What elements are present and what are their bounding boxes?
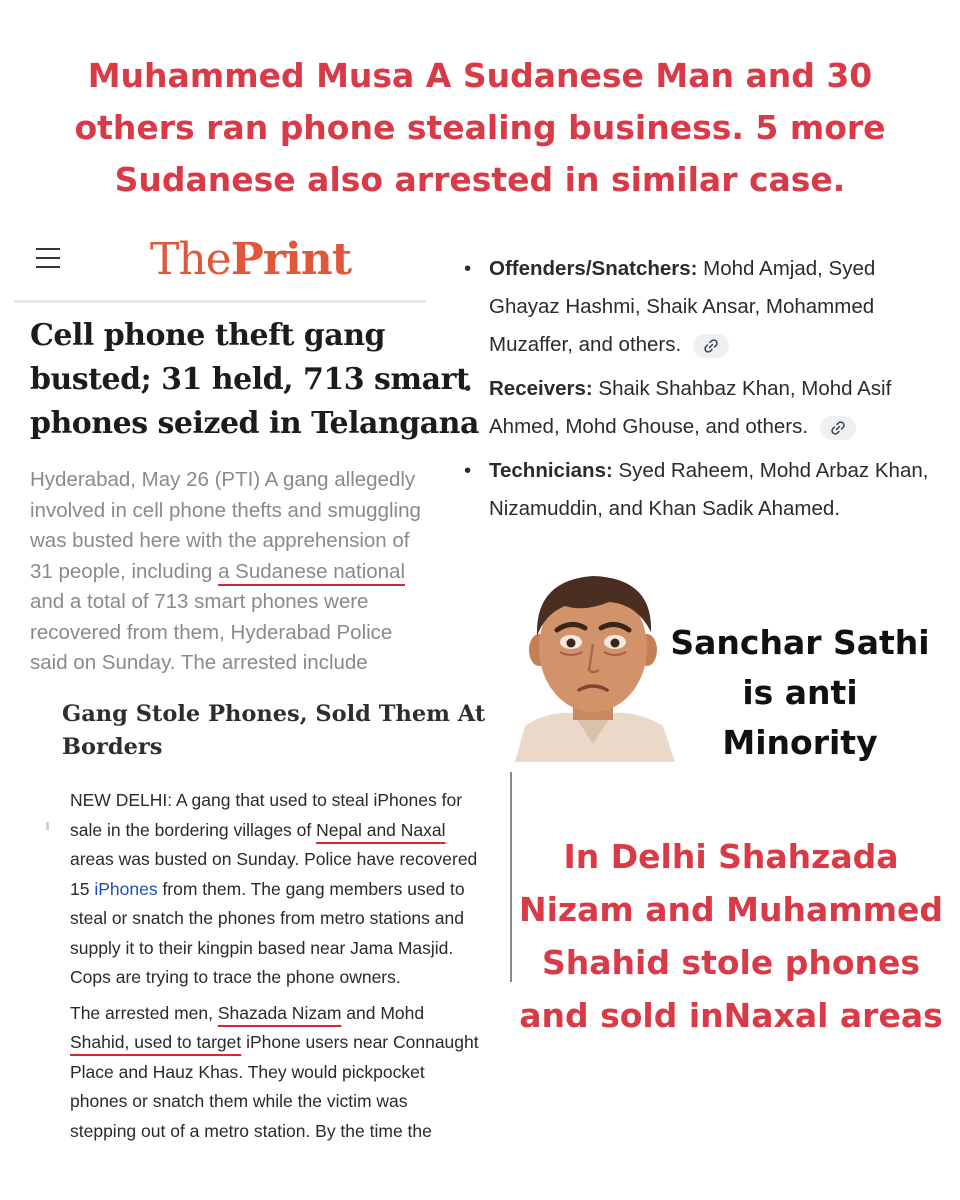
theprint-article-body bbox=[30, 465, 428, 674]
theprint-article-title bbox=[30, 314, 479, 446]
caption-line: and sold inNaxal areas bbox=[519, 996, 943, 1035]
roles-list bbox=[462, 250, 942, 534]
headline-line: Muhammed Musa A Sudanese Man and 30 bbox=[87, 56, 873, 95]
body-text: sale in the bordering villages of bbox=[70, 819, 317, 840]
list-item bbox=[462, 452, 942, 528]
vertical-divider bbox=[510, 772, 512, 982]
delhi-caption bbox=[516, 830, 946, 1042]
role-text: Syed Raheem, Mohd Arbaz Khan, Nizamuddin, and Khan Sadik Ahamed. bbox=[489, 459, 929, 520]
role-text: Shaik Shahbaz Khan, Mohd Asif Ahmed, Mohd Ghouse, and others. bbox=[489, 377, 892, 438]
link-icon[interactable] bbox=[693, 334, 729, 358]
theprint-header bbox=[14, 222, 426, 303]
body-text: 15 bbox=[70, 878, 95, 899]
logo-the: The bbox=[150, 234, 231, 285]
body-line bbox=[70, 1028, 520, 1058]
body-line: Hyderabad, May 26 (PTI) A gang allegedly bbox=[30, 468, 416, 491]
body-line bbox=[30, 557, 428, 588]
body-text: from them. The gang members used to bbox=[157, 878, 465, 899]
body-line: involved in cell phone thefts and smuggling bbox=[30, 498, 421, 522]
crop-mask bbox=[60, 1150, 530, 1200]
body-line bbox=[70, 816, 520, 846]
list-item bbox=[462, 250, 942, 364]
body-line: steal or snatch the phones from metro stations and bbox=[70, 908, 464, 928]
gang-article-body bbox=[70, 786, 520, 1152]
role-label: Technicians: bbox=[489, 459, 613, 482]
body-line: Place and Hauz Khas. They would pickpocket bbox=[70, 1061, 425, 1082]
paragraph bbox=[70, 786, 520, 993]
body-line: said on Sunday. The arrested include bbox=[30, 651, 368, 674]
body-line bbox=[70, 999, 520, 1029]
caption-line: In Delhi Shahzada bbox=[563, 837, 899, 876]
title-line: busted; 31 held, 713 smart bbox=[30, 362, 470, 397]
role-label: Receivers: bbox=[489, 377, 593, 400]
body-line: NEW DELHI: A gang that used to steal iPhones for bbox=[70, 790, 463, 810]
paragraph bbox=[70, 999, 520, 1147]
role-label: Offenders/Snatchers: bbox=[489, 257, 698, 280]
body-line: phones or snatch them while the victim was bbox=[70, 1091, 408, 1111]
headline-line: others ran phone stealing business. 5 more bbox=[74, 108, 886, 147]
caption-line: Nizam and Muhammed bbox=[518, 890, 944, 929]
decorative-mark bbox=[46, 822, 49, 830]
body-line: supply it to their kingpin based near Jama Masjid. bbox=[70, 937, 454, 958]
headline-line: Sudanese also arrested in similar case. bbox=[114, 160, 846, 199]
body-line bbox=[70, 875, 520, 905]
theprint-logo[interactable] bbox=[150, 234, 351, 286]
underlined-shahid: Shahid, used to target bbox=[70, 1032, 242, 1052]
gang-article-title: Gang Stole Phones, Sold Them At Borders bbox=[62, 701, 486, 760]
link-icon[interactable] bbox=[820, 416, 856, 440]
caption-line: Sanchar Sathi bbox=[670, 623, 930, 662]
list-item bbox=[462, 370, 942, 446]
underlined-nepal-naxal: Nepal and Naxal bbox=[316, 819, 446, 840]
role-text: Mohd Amjad, Syed Ghayaz Hashmi, Shaik Ansar, Mohammed Muzaffer, and others. bbox=[489, 257, 876, 356]
iphones-link[interactable]: iPhones bbox=[94, 878, 158, 899]
logo-print: Print bbox=[230, 234, 352, 285]
underlined-shazada-nizam: Shazada Nizam bbox=[217, 1002, 342, 1023]
title-line: phones seized in Telangana bbox=[30, 406, 479, 441]
sanchar-sathi-caption bbox=[666, 618, 934, 768]
caption-line: is anti Minority bbox=[722, 673, 878, 762]
headline bbox=[40, 50, 920, 206]
body-text: and Mohd bbox=[341, 1002, 425, 1023]
body-line: stepping out of a metro station. By the time the bbox=[70, 1120, 432, 1141]
body-text: 31 people, including bbox=[30, 559, 219, 583]
title-line: Cell phone theft gang bbox=[30, 318, 386, 353]
body-line: areas was busted on Sunday. Police have recovered bbox=[70, 849, 478, 869]
cartoon-portrait bbox=[505, 566, 680, 762]
body-line: Cops are trying to trace the phone owners. bbox=[70, 967, 401, 987]
body-line: was busted here with the apprehension of bbox=[30, 529, 410, 552]
caption-line: Shahid stole phones bbox=[541, 943, 921, 982]
body-line: recovered from them, Hyderabad Police bbox=[30, 620, 393, 644]
body-text: The arrested men, bbox=[70, 1002, 218, 1023]
hamburger-menu-icon[interactable] bbox=[36, 248, 60, 268]
body-line: and a total of 713 smart phones were bbox=[30, 590, 369, 613]
underlined-sudanese-national: a Sudanese national bbox=[218, 559, 406, 583]
body-text: iPhone users near Connaught bbox=[241, 1032, 479, 1052]
